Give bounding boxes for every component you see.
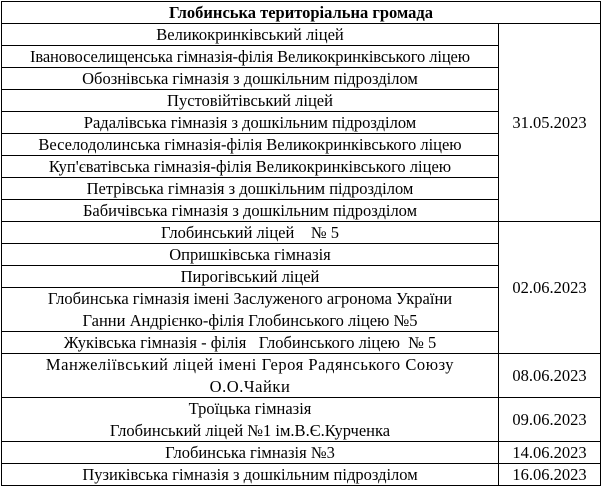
school-name: Обознівська гімназія з дошкільним підрозділом — [2, 68, 499, 90]
table-title: Глобинська територіальна громада — [2, 2, 601, 24]
school-name: Опришківська гімназія — [2, 244, 499, 266]
table-row — [2, 464, 601, 486]
school-name: Жуківська гімназія - філія Глобинського ліцею № 5 — [2, 332, 499, 354]
school-name: Бабичівська гімназія з дошкільним підрозділом — [2, 200, 499, 222]
school-name: Пирогівський ліцей — [2, 266, 499, 288]
school-name-multiline — [2, 354, 499, 398]
school-name: Глобинська гімназія №3 — [2, 442, 499, 464]
table-row — [2, 222, 601, 244]
school-name: Пустовійтівський ліцей — [2, 90, 499, 112]
school-name: Глобинський ліцей № 5 — [2, 222, 499, 244]
table-row — [2, 24, 601, 46]
date-cell: 16.06.2023 — [499, 464, 601, 486]
school-name: Івановоселищенська гімназія-філія Великокринківського ліцею — [2, 46, 499, 68]
table-row — [2, 442, 601, 464]
date-cell: 08.06.2023 — [499, 354, 601, 398]
school-name: Радалівська гімназія з дошкільним підрозділом — [2, 112, 499, 134]
date-cell: 09.06.2023 — [499, 398, 601, 442]
date-cell: 31.05.2023 — [499, 24, 601, 222]
school-name: Веселодолинська гімназія-філія Великокринківського ліцею — [2, 134, 499, 156]
school-name: Куп'єватівська гімназія-філія Великокринківського ліцею — [2, 156, 499, 178]
school-name-line: Глобинський ліцей №1 ім.В.Є.Курченка — [109, 420, 391, 440]
schedule-table — [1, 1, 601, 486]
school-name: Великокринківський ліцей — [2, 24, 499, 46]
date-cell: 14.06.2023 — [499, 442, 601, 464]
school-name: Пузиківська гімназія з дошкільним підрозділом — [2, 464, 499, 486]
table-row — [2, 398, 601, 442]
school-name-multiline — [2, 288, 499, 332]
date-cell: 02.06.2023 — [499, 222, 601, 354]
school-name-line: О.О.Чайки — [209, 376, 291, 396]
school-name-line: Глобинська гімназія імені Заслуженого агронома України — [47, 289, 453, 308]
school-name-line: Манжеліївський ліцей імені Героя Радянського Союзу — [45, 355, 455, 374]
school-name-multiline — [2, 398, 499, 442]
school-name-line: Ганни Андрієнко-філія Глобинського ліцею №5 — [82, 310, 418, 330]
school-name-line: Троїцька гімназія — [188, 399, 312, 418]
school-name: Петрівська гімназія з дошкільним підрозділом — [2, 178, 499, 200]
table-row — [2, 354, 601, 398]
header-row — [2, 2, 601, 24]
